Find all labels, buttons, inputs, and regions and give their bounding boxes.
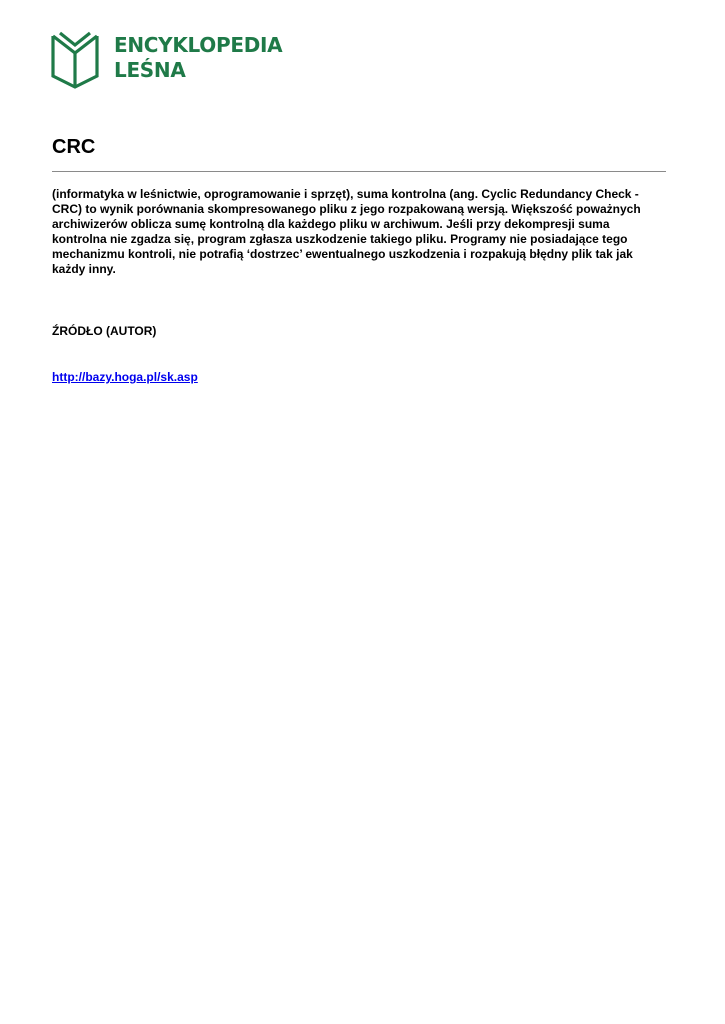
logo-wordmark [114,33,282,83]
source-link[interactable]: http://bazy.hoga.pl/sk.asp [52,370,198,384]
entry-title: CRC [52,136,96,158]
encyklopedia-lesna-logo [51,31,282,89]
source-heading: ŹRÓDŁO (AUTOR) [52,324,157,338]
title-divider [52,171,666,172]
logo-line-1: ENCYKLOPEDIA [114,33,283,57]
entry-definition: (informatyka w leśnictwie, oprogramowanie i sprzęt), suma kontrolna (ang. Cyclic Redundancy Check - CRC) to wynik porównania skompresowanego pliku z jego rozpakowaną wersją. Większość poważnych archiwizerów oblicza sumę kontrolną dla każdego pliku w archiwum. Jeśli przy dekompresji suma kontrolna nie zgadza się, program zgłasza uszkodzenie takiego pliku. Programy nie posiadające tego mechanizmu kontroli, nie potrafią ‘dostrzec’ ewentualnego uszkodzenia i rozpakują błędny plik tak jak każdy inny. [52,187,641,276]
open-book-icon [51,31,99,89]
logo-line-2: LEŚNA [114,58,186,82]
